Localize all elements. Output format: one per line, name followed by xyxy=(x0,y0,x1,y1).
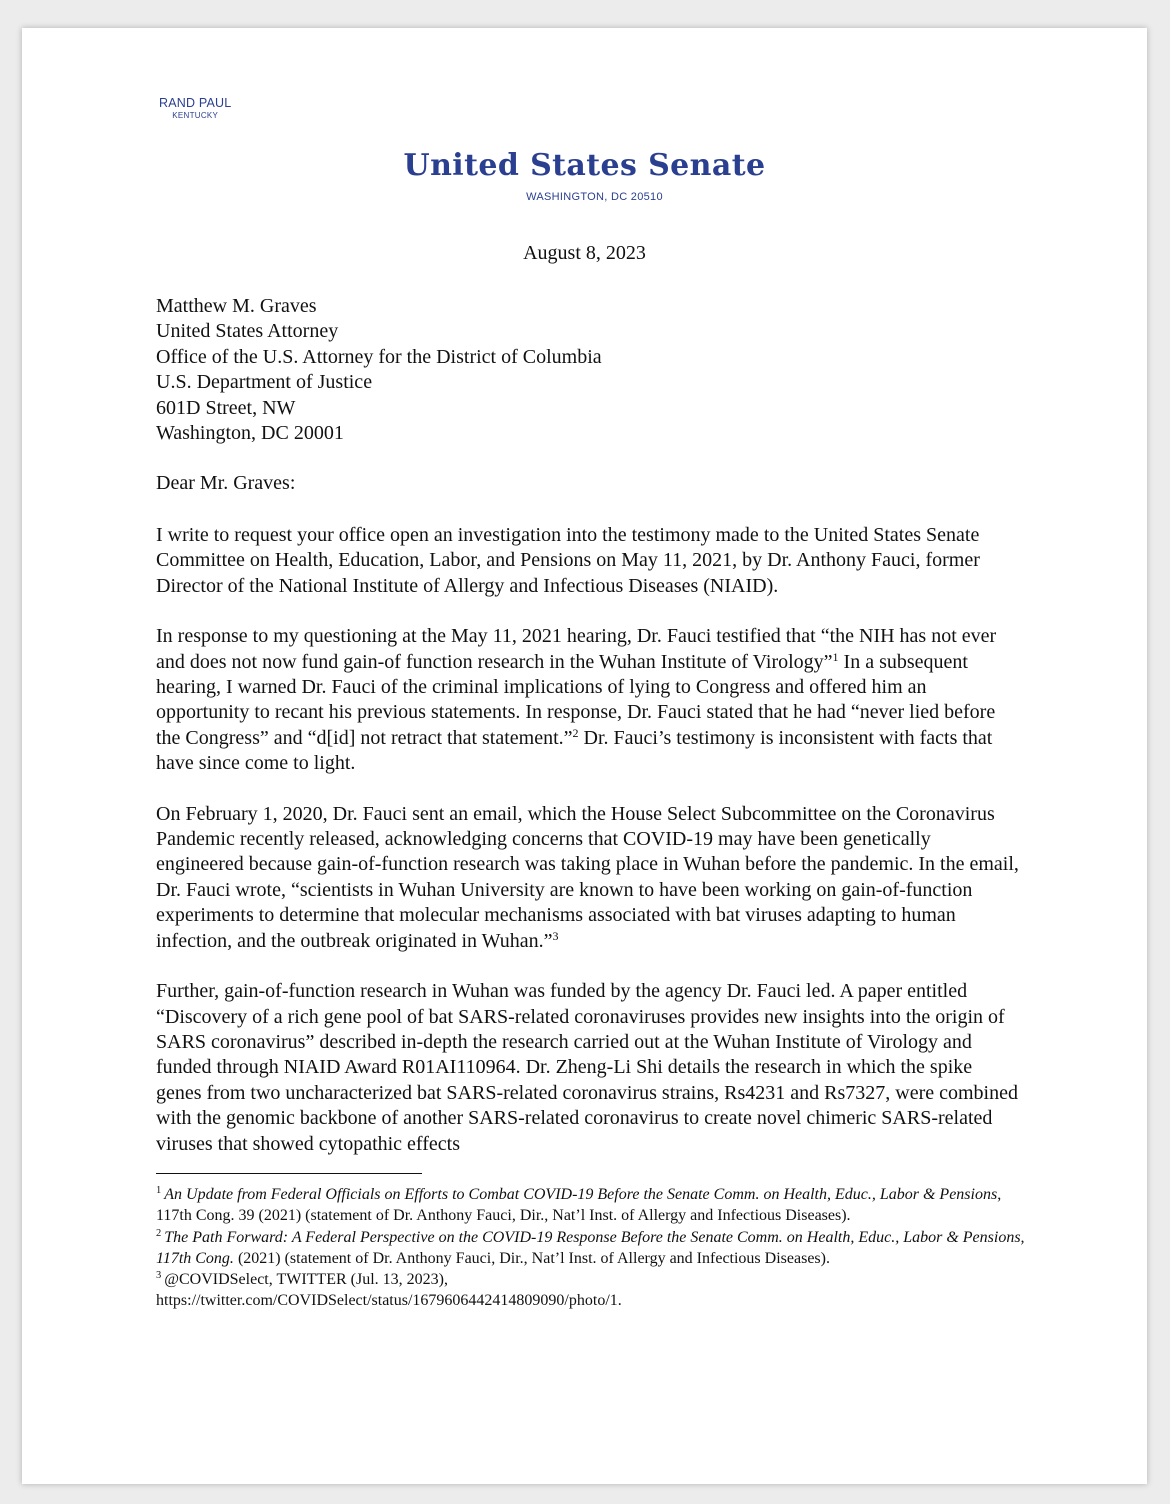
footnote-ref: 2 xyxy=(572,725,579,740)
body-paragraph: Further, gain-of-function research in Wuhan was funded by the agency Dr. Fauci led. A paper entitled “Discovery of a rich gene pool of bat SARS-related coronaviruses provides new insights into the origin of SARS coronavirus” described in-depth the research carried out at the Wuhan Institute of Virology and funded through NIAID Award R01AI110964. Dr. Zheng-Li Shi details the research in which the spike genes from two uncharacterized bat SARS-related coronavirus strains, Rs4231 and Rs7327, were combined with the genomic backbone of another SARS-related coronavirus to create novel chimeric SARS-related viruses that showed cytopathic effects xyxy=(156,980,1018,1155)
body-paragraph xyxy=(156,802,1022,954)
footnote-text: @COVIDSelect, TWITTER (Jul. 13, 2023), xyxy=(164,1271,448,1289)
body-paragraph: I write to request your office open an investigation into the testimony made to the United States Senate Committee on Health, Education, Labor, and Pensions on May 11, 2021, by Dr. Anthony Fauci, former Director of the National Institute of Allergy and Infectious Diseases (NIAID). xyxy=(156,524,980,597)
footnote-text: (2021) (statement of Dr. Anthony Fauci, Dir., Nat’l Inst. of Allergy and Infectious Diseases). xyxy=(233,1249,830,1267)
footnote xyxy=(156,1227,1026,1270)
addressee-line: United States Attorney xyxy=(156,320,339,343)
addressee-line: Office of the U.S. Attorney for the District of Columbia xyxy=(156,345,602,368)
addressee-line: Matthew M. Graves xyxy=(156,295,317,317)
letter-page xyxy=(22,28,1147,1484)
footnote xyxy=(156,1184,1026,1227)
footnote-divider xyxy=(156,1173,422,1174)
sender-block xyxy=(159,96,231,120)
footnote-number: 3 xyxy=(156,1270,162,1282)
addressee-block xyxy=(156,294,1022,446)
addressee-line: 601D Street, NW xyxy=(156,396,296,419)
senate-address: WASHINGTON, DC 20510 xyxy=(526,191,663,203)
footnote-number: 1 xyxy=(156,1185,162,1196)
addressee-line: U.S. Department of Justice xyxy=(156,371,373,394)
letter-body xyxy=(156,523,1022,1182)
footnote-ref: 3 xyxy=(552,928,559,943)
addressee-line: Washington, DC 20001 xyxy=(156,422,344,445)
footnote-number: 2 xyxy=(156,1227,162,1239)
paragraph-text: In response to my questioning at the May 11, 2021 hearing, Dr. Fauci testified that “the NIH has not ever and does not now fund gain-of function research in the Wuhan Institute of Virology” xyxy=(156,625,997,673)
letter-date: August 8, 2023 xyxy=(523,242,646,264)
letterhead xyxy=(22,148,1147,203)
footnotes xyxy=(156,1184,1026,1312)
sender-name: RAND PAUL xyxy=(159,96,232,110)
footnote-text: , 117th Cong. 39 (2021) (statement of Dr. Anthony Fauci, Dir., Nat’l Inst. of Allergy and Infectious Diseases). xyxy=(156,1186,1002,1225)
footnote-link[interactable]: https://twitter.com/COVIDSelect/status/1679606442414809090/photo/1. xyxy=(156,1292,622,1310)
footnote-ref: 1 xyxy=(832,649,839,664)
paragraph-text: In a subsequent hearing, I warned Dr. Fauci of the criminal implications of lying to Congress and offered him an opportunity to recant his previous statements. In response, Dr. Fauci stated that he had “never lied before the Congress” and “d[id] not retract that statement.” xyxy=(156,650,996,749)
footnote-title: The Path Forward: A Federal Perspective on the COVID-19 Response Before the Senate Comm. on Health, Educ., Labor & Pensions, 117th Cong. xyxy=(156,1228,1025,1267)
paragraph-text: Dr. Fauci’s testimony is inconsistent with facts that have since come to light. xyxy=(156,726,993,775)
senate-logo-text: United States Senate xyxy=(403,148,766,183)
body-paragraph xyxy=(156,624,1022,776)
footnote-title: An Update from Federal Officials on Efforts to Combat COVID-19 Before the Senate Comm. on Health, Educ., Labor & Pensions xyxy=(164,1186,998,1203)
sender-state: KENTUCKY xyxy=(172,111,219,120)
paragraph-text: On February 1, 2020, Dr. Fauci sent an email, which the House Select Subcommittee on the Coronavirus Pandemic recently released, acknowledging concerns that COVID-19 may have been genetically engineered because gain-of-function research was taking place in Wuhan before the pandemic. In the email, Dr. Fauci wrote, “scientists in Wuhan University are known to have been working on gain-of-function experiments to determine that molecular mechanisms associated with bat viruses adapting to human infection, and the outbreak originated in Wuhan.” xyxy=(156,802,1019,952)
salutation: Dear Mr. Graves: xyxy=(156,472,296,494)
footnote xyxy=(156,1269,1026,1312)
